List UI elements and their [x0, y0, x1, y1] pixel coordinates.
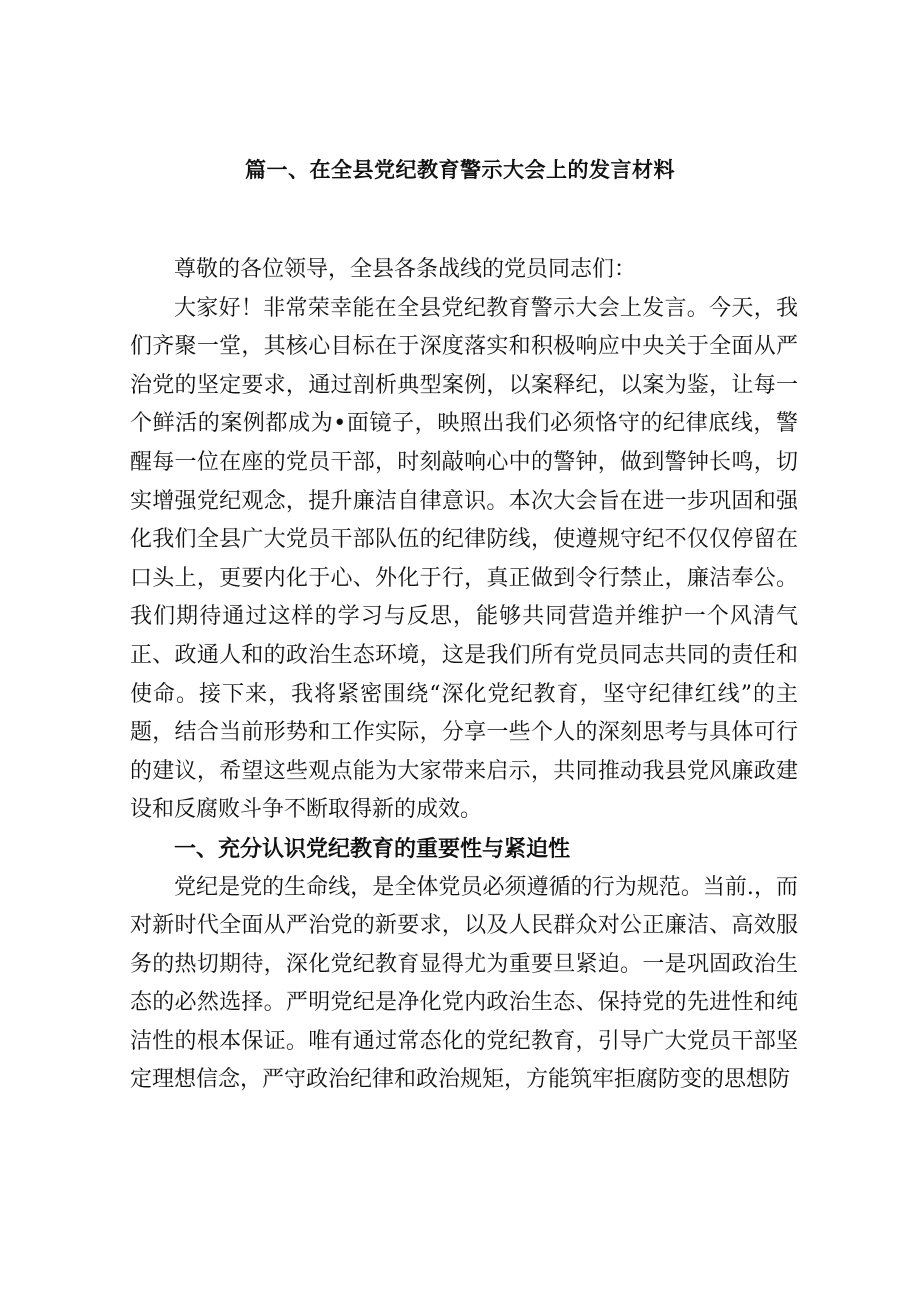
section-heading: 一、充分认识党纪教育的重要性与紧迫性 — [174, 835, 571, 862]
salutation: 尊敬的各位领导，全县各条战线的党员同志们： — [174, 257, 637, 282]
section-paragraph: 党纪是党的生命线，是全体党员必须遵循的行为规范。当前.，而对新时代全面从严治党的新要求，以及人民群众对公正廉洁、高效服务的热切期待，深化党纪教育显得尤为重要旦紧迫。一是巩固政治生态的必然选择。严明党纪是净化党内政治生态、保持党的先进性和纯洁性的根本保证。唯有通过常态化的党纪教育，引导广大党员干部坚定理想信念，严守政治纪律和政治规矩，方能筑牢拒腐防变的思想防 — [130, 874, 798, 1093]
document-body — [130, 251, 798, 1100]
document-title: 篇一、在全县党纪教育警示大会上的发言材料 — [245, 157, 675, 182]
opening-paragraph: 大家好！非常荣幸能在全县党纪教育警示大会上发言。今天，我们齐聚一堂，其核心目标在于深度落实和积极响应中央关于全面从严治党的坚定要求，通过剖析典型案例，以案释纪，以案为鉴，让每一个鲜活的案例都成为•面镜子，映照出我们必须恪守的纪律底线，警醒每一位在座的党员干部，时刻敲响心中的警钟，做到警钟长鸣，切实增强党纪观念，提升廉洁自律意识。本次大会旨在进一步巩固和强化我们全县广大党员干部队伍的纪律防线，使遵规守纪不仅仅停留在口头上，更要内化于心、外化于行，真正做到令行禁止，廉洁奉公。我们期待通过这样的学习与反思，能够共同营造并维护一个风清气正、政通人和的政治生态环境，这是我们所有党员同志共同的责任和使命。接下来，我将紧密围绕“深化党纪教育，坚守纪律红线”的主题，结合当前形势和工作实际，分享一些个人的深刻思考与具体可行的建议，希望这些观点能为大家带来启示，共同推动我县党风廉政建设和反腐败斗争不断取得新的成效。 — [130, 295, 798, 823]
